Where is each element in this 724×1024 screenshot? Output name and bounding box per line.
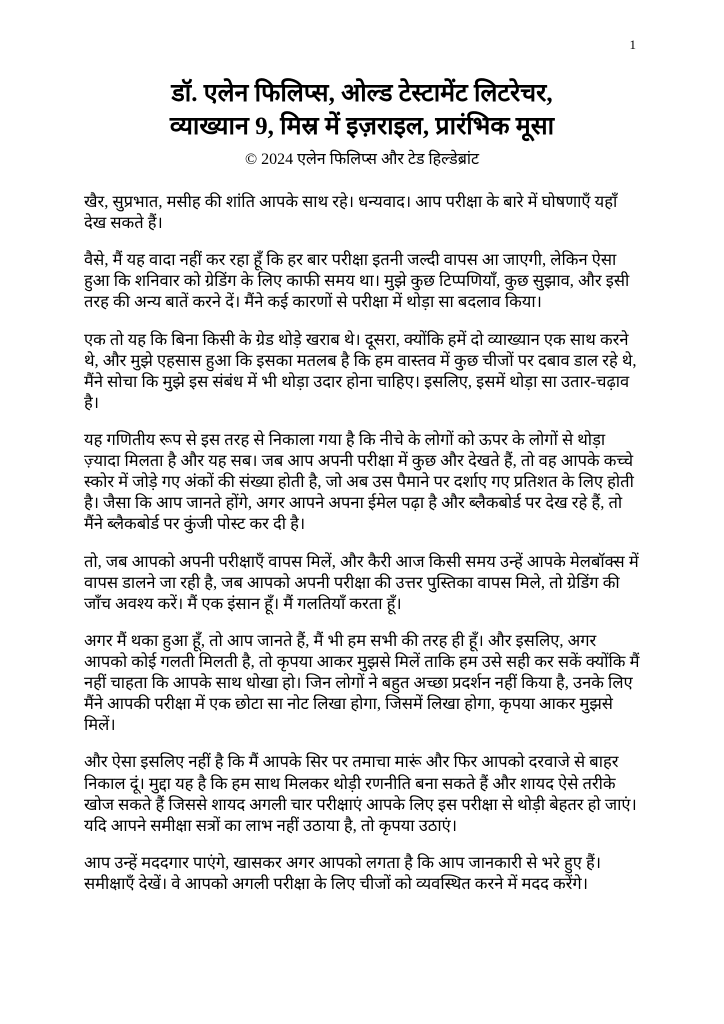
document-body [84,191,640,894]
paragraph-7: और ऐसा इसलिए नहीं है कि मैं आपके सिर पर तमाचा मारूं और फिर आपको दरवाजे से बाहर निकाल दूं। मुद्दा यह है कि हम साथ मिलकर थोड़ी रणनीति बना सकते हैं और शायद ऐसे तरीके खोज सकते हैं जिससे शायद अगली चार परीक्षाएं आपके लिए इस परीक्षा से थोड़ी बेहतर हो जाएं। यदि आपने समीक्षा सत्रों का लाभ नहीं उठाया है, तो कृपया उठाएं। [84,752,637,835]
title-line-2: व्याख्यान 9, मिस्र में इज़राइल, प्रारंभिक मूसा [169,112,555,140]
paragraph-3: एक तो यह कि बिना किसी के ग्रेड थोड़े खराब थे। दूसरा, क्योंकि हमें दो व्याख्यान एक साथ करने थे, और मुझे एहसास हुआ कि इसका मतलब है कि हम वास्तव में कुछ चीजों पर दबाव डाल रहे थे, मैंने सोचा कि मुझे इस संबंध में भी थोड़ा उदार होना चाहिए। इसलिए, इसमें थोड़ा सा उतार-चढ़ाव है। [84,329,637,412]
page-number: 1 [629,37,636,52]
title-line-1: डॉ. एलेन फिलिप्स, ओल्ड टेस्टामेंट लिटरेचर, [171,80,553,107]
paragraph-4: यह गणितीय रूप से इस तरह से निकाला गया है कि नीचे के लोगों को ऊपर के लोगों से थोड़ा ज़्यादा मिलता है और यह सब। जब आप अपनी परीक्षा में कुछ और देखते हैं, तो वह आपके कच्चे स्कोर में जोड़े गए अंकों की संख्या होती है, जो अब उस पैमाने पर दर्शाए गए प्रतिशत के लिए होती है। जैसा कि आप जानते होंगे, अगर आपने अपना ईमेल पढ़ा है और ब्लैकबोर्ड पर देख रहे हैं, तो मैंने ब्लैकबोर्ड पर कुंजी पोस्ट कर दी है। [84,429,634,534]
copyright-line: © 2024 एलेन फिलिप्स और टेड हिल्डेब्रांट [244,151,480,168]
paragraph-8: आप उन्हें मददगार पाएंगे, खासकर अगर आपको लगता है कि आप जानकारी से भरे हुए हैं। समीक्षाएँ देखें। वे आपको अगली परीक्षा के लिए चीजों को व्यवस्थित करने में मदद करेंगे। [84,852,602,893]
paragraph-5: तो, जब आपको अपनी परीक्षाएँ वापस मिलें, और कैरी आज किसी समय उन्हें आपके मेलबॉक्स में वापस डालने जा रही है, जब आपको अपनी परीक्षा की उत्तर पुस्तिका वापस मिले, तो ग्रेडिंग की जाँच अवश्य करें। मैं एक इंसान हूँ। मैं गलतियाँ करता हूँ। [84,551,639,613]
paragraph-6: अगर मैं थका हुआ हूँ, तो आप जानते हैं, मैं भी हम सभी की तरह ही हूँ। और इसलिए, अगर आपको कोई गलती मिलती है, तो कृपया आकर मुझसे मिलें ताकि हम उसे सही कर सकें क्योंकि मैं नहीं चाहता कि आपके साथ धोखा हो। जिन लोगों ने बहुत अच्छा प्रदर्शन नहीं किया है, उनके लिए मैंने आपकी परीक्षा में एक छोटा सा नोट लिखा होगा, जिसमें लिखा होगा, कृपया आकर मुझसे मिलें। [84,630,640,735]
paragraph-2: वैसे, मैं यह वादा नहीं कर रहा हूँ कि हर बार परीक्षा इतनी जल्दी वापस आ जाएगी, लेकिन ऐसा हुआ कि शनिवार को ग्रेडिंग के लिए काफी समय था। मुझे कुछ टिप्पणियाँ, कुछ सुझाव, और इसी तरह की अन्य बातें करने दें। मैंने कई कारणों से परीक्षा में थोड़ा सा बदलाव किया। [84,250,630,312]
document-title [84,78,640,143]
paragraph-1: खैर, सुप्रभात, मसीह की शांति आपके साथ रहे। धन्यवाद। आप परीक्षा के बारे में घोषणाएँ यहाँ देख सकते हैं। [84,192,618,233]
